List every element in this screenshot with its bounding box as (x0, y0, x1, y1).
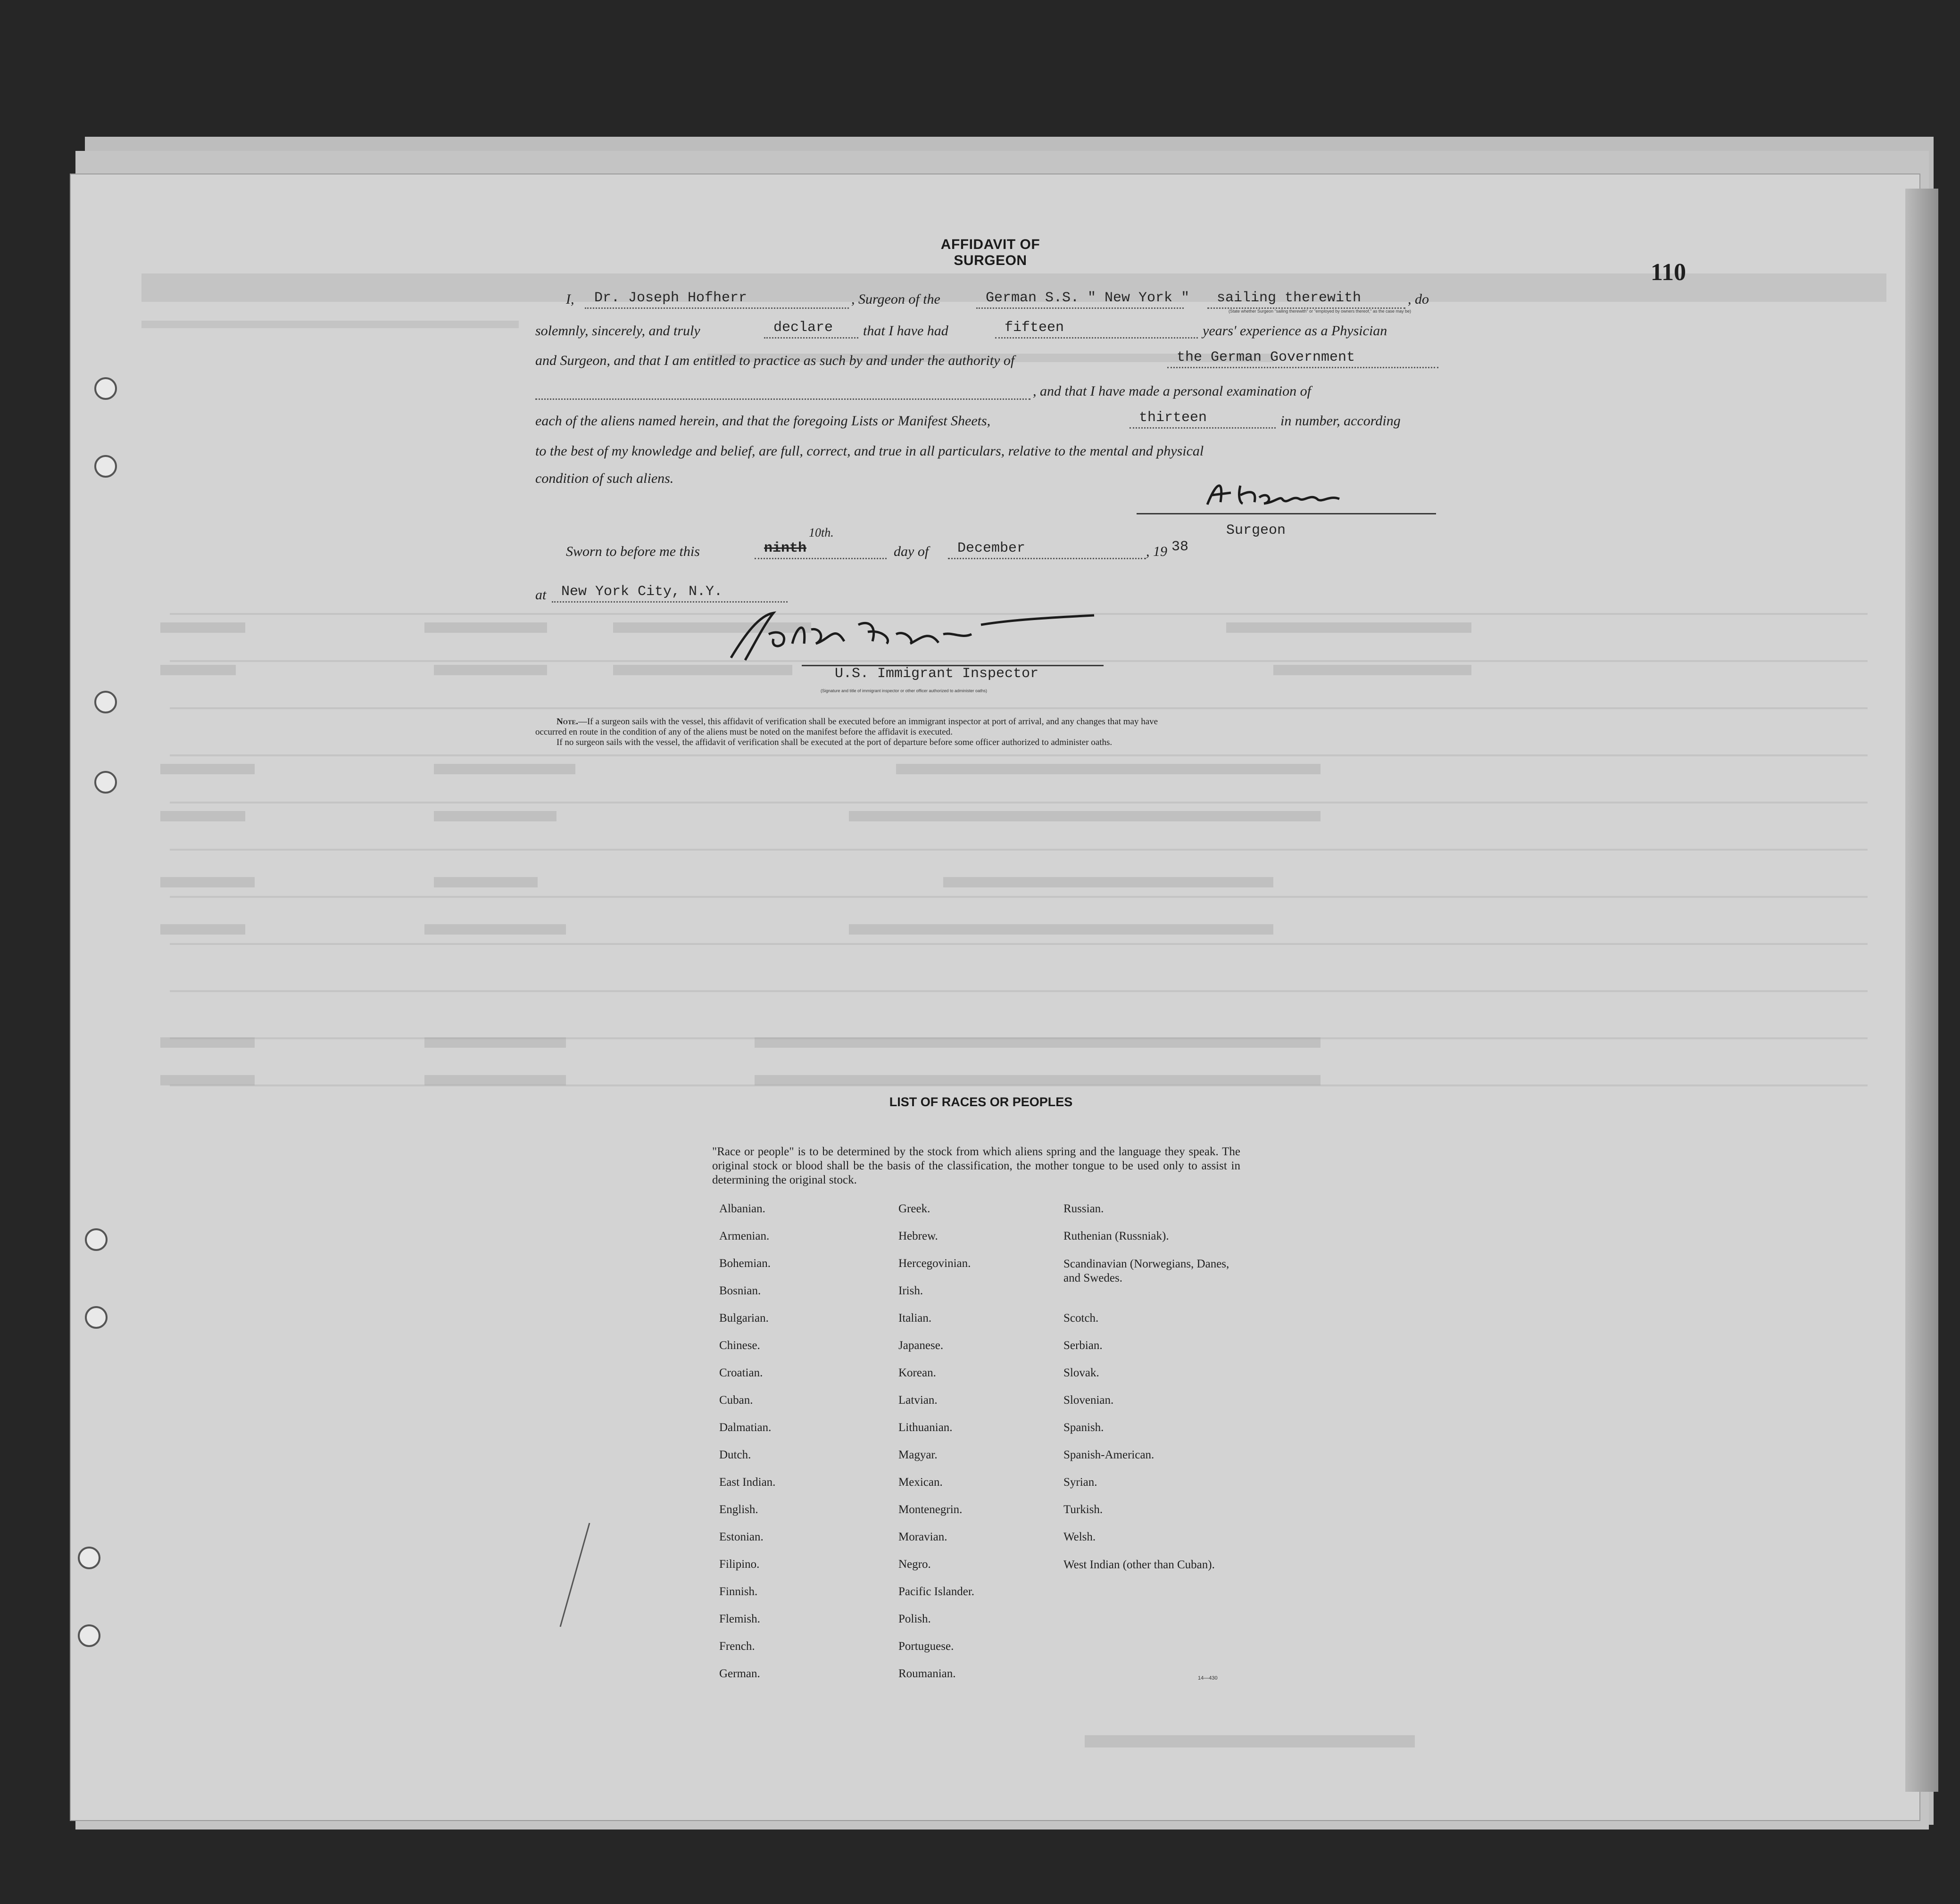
race-item: Spanish-American. (1063, 1449, 1154, 1461)
form-code: 14—430 (1198, 1675, 1218, 1681)
sailing-status: sailing therewith (1217, 290, 1362, 306)
race-item: Portuguese. (898, 1640, 954, 1653)
race-item: Latvian. (898, 1394, 938, 1407)
sworn-day-struck: ninth (764, 540, 807, 556)
note-label: Note. (556, 717, 578, 727)
each-alien-label: each of the aliens named herein, and that the foregoing Lists or Manifest Sheets, (535, 413, 991, 429)
binder-hole (85, 1228, 108, 1251)
years-field (995, 318, 1198, 339)
races-column-1 (719, 1202, 775, 1695)
solemnly-label: solemnly, sincerely, and truly (535, 323, 700, 339)
race-item: Finnish. (719, 1585, 758, 1598)
race-item: Irish. (898, 1284, 923, 1297)
races-column-2 (898, 1202, 974, 1695)
years-value: fifteen (1005, 320, 1064, 336)
race-item: Bohemian. (719, 1257, 771, 1270)
authority-continuation-field (535, 380, 1030, 400)
race-item: Hercegovinian. (898, 1257, 971, 1270)
sworn-day-correction: 10th. (809, 526, 834, 539)
race-item: Hebrew. (898, 1230, 938, 1242)
race-item: English. (719, 1503, 758, 1516)
sailing-status-field (1207, 289, 1405, 309)
binder-hole (94, 771, 117, 794)
years-experience-label: years' experience as a Physician (1203, 323, 1387, 339)
sailing-note: (State whether Surgeon "sailing therewith" or "employed by owners thereof," as the case may be) (1229, 309, 1411, 314)
surgeon-signature (1198, 476, 1354, 514)
race-item: Pacific Islander. (898, 1585, 975, 1598)
sworn-day-field (755, 539, 887, 559)
race-item: Russian. (1063, 1202, 1104, 1215)
race-item: Estonian. (719, 1531, 764, 1543)
day-of-label: day of (894, 544, 929, 559)
race-item: Negro. (898, 1558, 931, 1571)
i-label: I, (566, 291, 574, 307)
binder-hole (94, 455, 117, 478)
race-item: French. (719, 1640, 755, 1653)
inspector-note: (Signature and title of immigrant inspector or other officer authorized to administer oaths) (821, 688, 988, 693)
examination-label: , and that I have made a personal examination of (1033, 383, 1311, 399)
race-item: Greek. (898, 1202, 930, 1215)
race-item: Lithuanian. (898, 1421, 953, 1434)
surgeon-name-field (585, 289, 849, 309)
race-item: German. (719, 1667, 760, 1680)
surgeon-name: Dr. Joseph Hofherr (594, 290, 747, 306)
race-item: Welsh. (1063, 1531, 1096, 1543)
month-value: December (957, 540, 1026, 556)
bleed-through-texture (141, 264, 1910, 1773)
surgeon-signature-line (1137, 513, 1436, 514)
note-line-3: If no surgeon sails with the vessel, the affidavit of verification shall be executed at the port of departure before some officer authorized to administer oaths. (556, 737, 1113, 747)
race-item: Ruthenian (Russniak). (1063, 1230, 1169, 1242)
race-item: Korean. (898, 1366, 936, 1379)
race-item: Slovak. (1063, 1366, 1099, 1379)
page-stack-edge (1905, 189, 1938, 1792)
race-item: Polish. (898, 1613, 931, 1625)
declare-value: declare (773, 320, 833, 336)
place-value: New York City, N.Y. (561, 584, 723, 600)
that-i-have-had-label: that I have had (863, 323, 948, 339)
surgeon-caption: Surgeon (1226, 522, 1286, 538)
race-item: Turkish. (1063, 1503, 1103, 1516)
race-item: West Indian (other than Cuban). (1063, 1558, 1215, 1571)
note-line-1 (556, 717, 1158, 727)
inspector-signature (717, 606, 1104, 667)
race-item: Italian. (898, 1312, 932, 1325)
pencil-mark (556, 1518, 594, 1631)
races-title: LIST OF RACES OR PEOPLES (889, 1095, 1073, 1109)
sworn-label: Sworn to before me this (566, 544, 700, 559)
vessel-field (976, 289, 1190, 309)
race-item: Filipino. (719, 1558, 760, 1571)
note-line-2: occurred en route in the condition of any of the aliens must be noted on the manifest before the affidavit is executed. (535, 727, 953, 737)
race-item: Dalmatian. (719, 1421, 772, 1434)
binder-hole (94, 377, 117, 400)
binder-hole (85, 1306, 108, 1329)
races-intro: "Race or people" is to be determined by the stock from which aliens spring and the language they speak. The original stock or blood shall be the basis of the classification, the mother tongue to be used only to assist in determining the original stock. (712, 1145, 1240, 1186)
races-column-3 (1063, 1202, 1233, 1613)
inspector-title: U.S. Immigrant Inspector (835, 666, 1039, 682)
condition-label: condition of such aliens. (535, 471, 674, 486)
race-item: Serbian. (1063, 1339, 1103, 1352)
authority-field (1167, 348, 1438, 368)
race-item: Bosnian. (719, 1284, 761, 1297)
year-prefix: , 19 (1146, 544, 1167, 559)
authority-value: the German Government (1177, 349, 1355, 365)
race-item: Moravian. (898, 1531, 947, 1543)
race-item: Japanese. (898, 1339, 944, 1352)
race-item: East Indian. (719, 1476, 776, 1489)
race-item: Dutch. (719, 1449, 751, 1461)
binder-hole (94, 691, 117, 713)
race-item: Cuban. (719, 1394, 753, 1407)
race-item: Scandinavian (Norwegians, Danes, and Swedes. (1063, 1258, 1229, 1284)
race-item: Montenegrin. (898, 1503, 963, 1516)
sheets-count-field (1129, 408, 1276, 429)
race-item: Syrian. (1063, 1476, 1097, 1489)
sheets-count: thirteen (1139, 410, 1207, 426)
race-item: Roumanian. (898, 1667, 956, 1680)
race-item: Croatian. (719, 1366, 763, 1379)
do-label: , do (1408, 291, 1429, 307)
affidavit-title: AFFIDAVIT OF SURGEON (940, 237, 1040, 268)
declare-field (764, 318, 858, 339)
at-label: at (535, 587, 547, 603)
race-item: Bulgarian. (719, 1312, 769, 1325)
race-item: Scotch. (1063, 1312, 1099, 1325)
race-item: Chinese. (719, 1339, 760, 1352)
note-line-1-text: —If a surgeon sails with the vessel, this affidavit of verification shall be executed before an immigrant inspector at port of arrival, and any changes that may have (578, 717, 1158, 727)
vessel-name: German S.S. " New York " (986, 290, 1190, 306)
belief-label: to the best of my knowledge and belief, are full, correct, and true in all particulars, relative to the mental and physical (535, 443, 1204, 459)
race-item: Albanian. (719, 1202, 765, 1215)
authority-label: and Surgeon, and that I am entitled to practice as such by and under the authority of (535, 353, 1015, 368)
month-field (948, 539, 1146, 559)
race-item: Spanish. (1063, 1421, 1104, 1434)
binder-hole (78, 1547, 100, 1569)
place-field (552, 582, 788, 603)
surgeon-of-the-label: , Surgeon of the (851, 291, 940, 307)
year-suffix: 38 (1171, 539, 1189, 555)
page-number: 110 (1651, 259, 1686, 286)
race-item: Flemish. (719, 1613, 760, 1625)
race-item: Slovenian. (1063, 1394, 1114, 1407)
race-item: Armenian. (719, 1230, 770, 1242)
in-number-label: in number, according (1280, 413, 1401, 429)
binder-hole (78, 1624, 100, 1647)
race-item: Mexican. (898, 1476, 943, 1489)
race-item: Magyar. (898, 1449, 938, 1461)
